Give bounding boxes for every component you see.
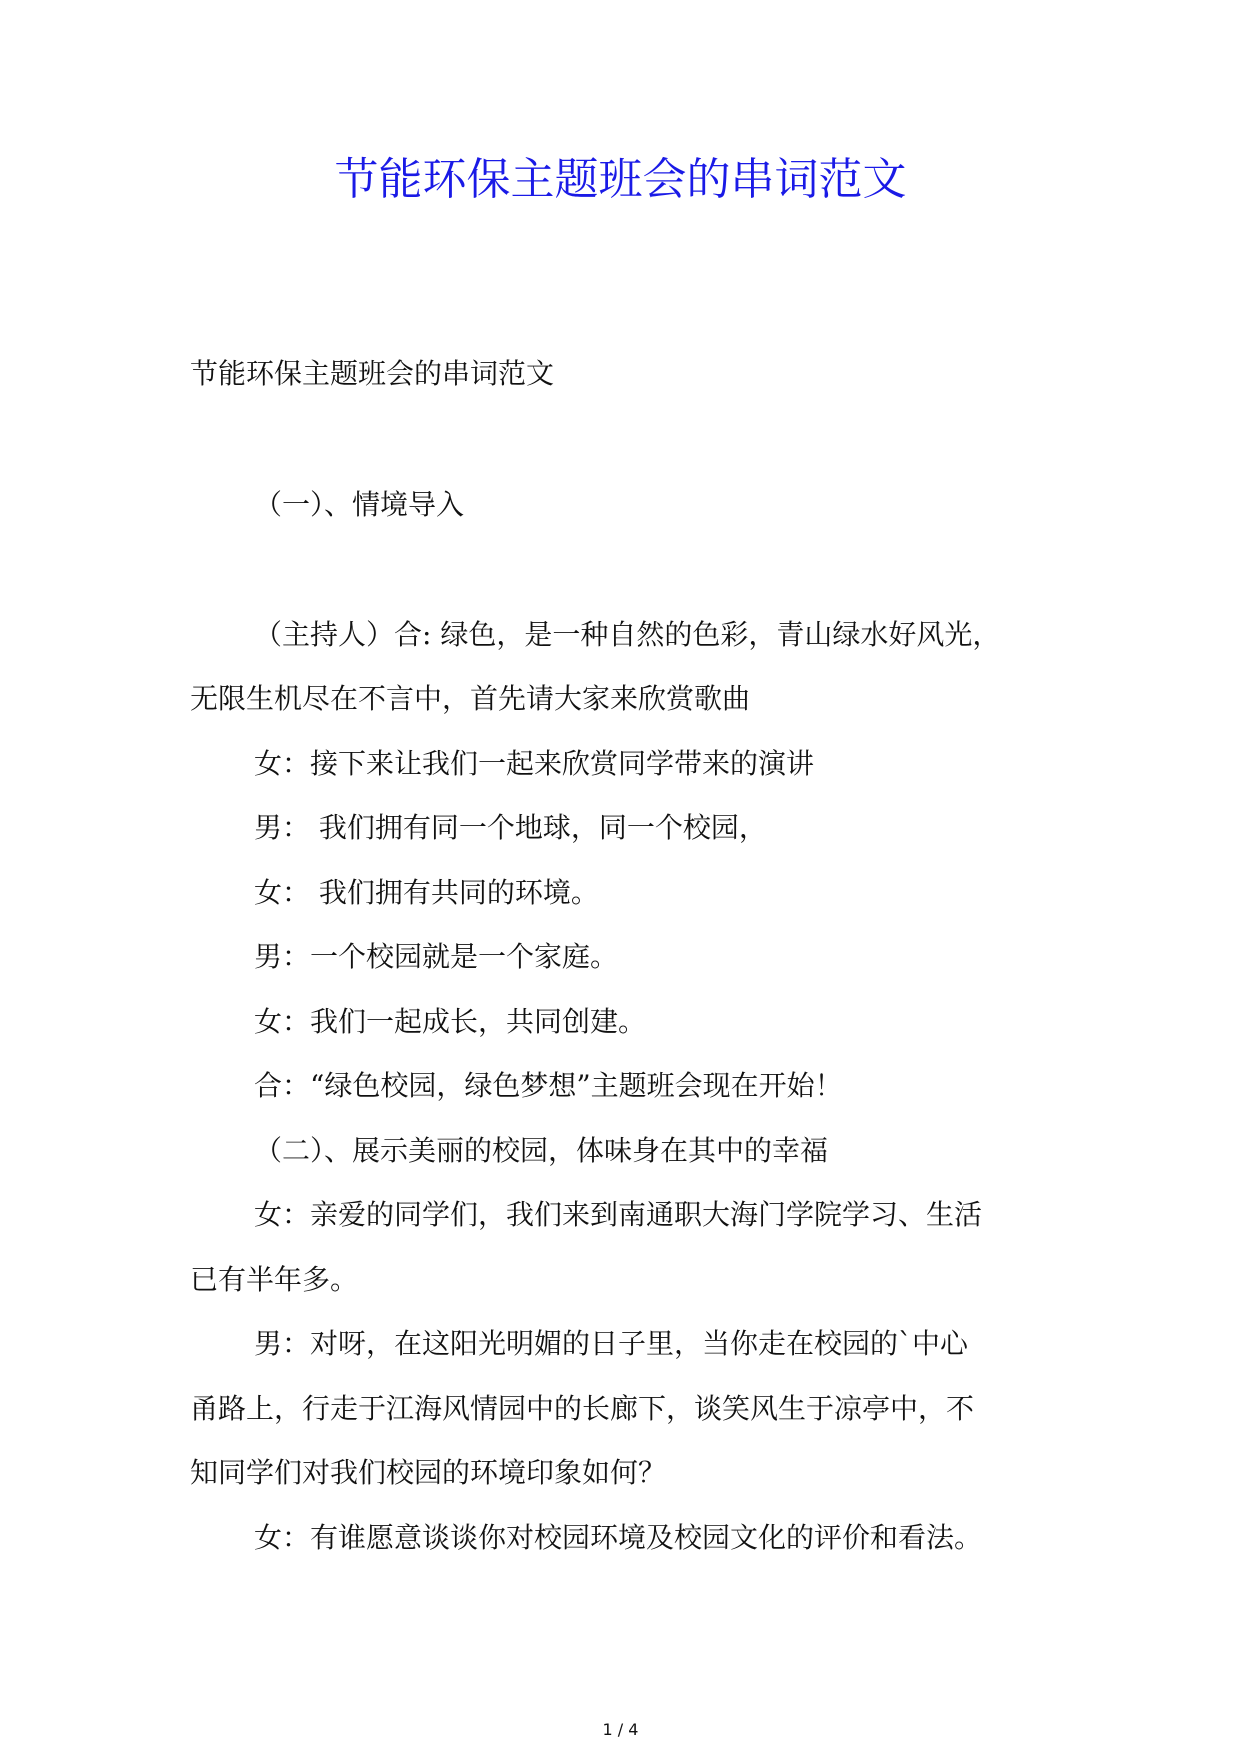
paragraph-line: 男： 我们拥有同一个地球，同一个校园，: [254, 811, 767, 844]
paragraph-line: 女：有谁愿意谈谈你对校园环境及校园文化的评价和看法。: [254, 1521, 983, 1554]
paragraph-line: 已有半年多。: [190, 1263, 359, 1296]
document-subtitle: 节能环保主题班会的串词范文: [190, 357, 555, 390]
section-heading: （一）、情境导入: [254, 488, 465, 521]
document-title: 节能环保主题班会的串词范文: [334, 154, 907, 205]
paragraph-line: 女：亲爱的同学们，我们来到南通职大海门学院学习、生活: [254, 1198, 983, 1231]
paragraph-line: 男：对呀，在这阳光明媚的日子里，当你走在校园的`中心: [254, 1327, 969, 1360]
paragraph-line: 合：“绿色校园，绿色梦想”主题班会现在开始！: [254, 1069, 843, 1102]
page-number: 1 / 4: [602, 1720, 639, 1739]
paragraph-line: 无限生机尽在不言中，首先请大家来欣赏歌曲: [190, 682, 751, 715]
paragraph-line: 知同学们对我们校园的环境印象如何？: [190, 1456, 667, 1489]
paragraph-line: 男：一个校园就是一个家庭。: [254, 940, 619, 973]
section-heading: （二）、展示美丽的校园，体味身在其中的幸福: [254, 1134, 829, 1167]
paragraph-line: （主持人）合: 绿色，是一种自然的色彩，青山绿水好风光，: [254, 618, 1001, 651]
paragraph-line: 女：接下来让我们一起来欣赏同学带来的演讲: [254, 747, 815, 780]
paragraph-line: 女： 我们拥有共同的环境。: [254, 876, 599, 909]
paragraph-line: 甬路上，行走于江海风情园中的长廊下，谈笑风生于凉亭中，不: [190, 1392, 975, 1425]
paragraph-line: 女：我们一起成长，共同创建。: [254, 1005, 647, 1038]
